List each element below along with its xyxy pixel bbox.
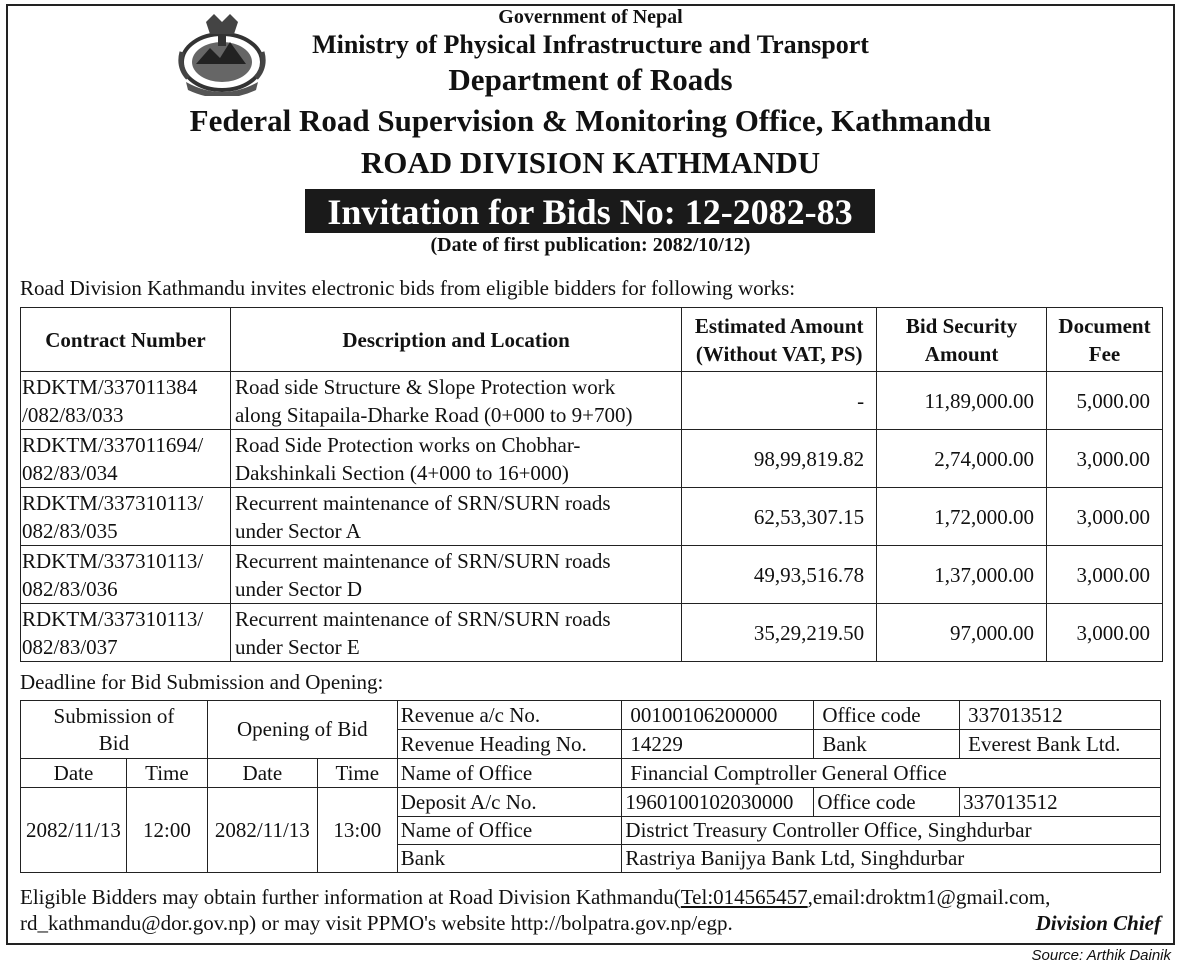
bid-security-cell: 1,37,000.00: [877, 546, 1047, 604]
name-of-office-label: Name of Office: [397, 759, 622, 788]
document-fee-cell: 3,000.00: [1047, 604, 1163, 662]
office-name-value: District Treasury Controller Office, Singhdurbar: [622, 817, 1161, 845]
col-document-fee: Document Fee: [1047, 308, 1163, 372]
deposit-ac-value: 1960100102030000: [622, 788, 814, 817]
page-title: Invitation for Bids No: 12-2082-83: [305, 189, 875, 233]
sub-time-label: Time: [126, 759, 207, 788]
description-cell: Recurrent maintenance of SRN/SURN roads under Sector A: [230, 488, 681, 546]
document-fee-cell: 3,000.00: [1047, 546, 1163, 604]
source-credit: Source: Arthik Dainik: [1031, 947, 1171, 964]
office-name-value: Financial Comptroller General Office: [622, 759, 1161, 788]
office-code-label: Office code: [814, 788, 960, 817]
estimated-amount-cell: 49,93,516.78: [682, 546, 877, 604]
schedule-row: [21, 759, 1161, 788]
open-time-value: 13:00: [317, 788, 397, 873]
col-contract-number: Contract Number: [21, 308, 231, 372]
contract-number-cell: RDKTM/337011384 /082/83/033: [21, 372, 231, 430]
bid-security-cell: 11,89,000.00: [877, 372, 1047, 430]
bank-value: Everest Bank Ltd.: [960, 730, 1161, 759]
col-description: Description and Location: [230, 308, 681, 372]
contract-number-cell: RDKTM/337310113/ 082/83/036: [21, 546, 231, 604]
open-time-label: Time: [317, 759, 397, 788]
revenue-heading-value: 14229: [622, 730, 814, 759]
deposit-ac-label: Deposit A/c No.: [397, 788, 622, 817]
bank-label: Bank: [397, 845, 622, 873]
revenue-ac-label: Revenue a/c No.: [397, 701, 622, 730]
footer-email: ,email:droktm1@gmail.com,: [807, 885, 1051, 909]
signatory: Division Chief: [1035, 911, 1161, 935]
estimated-amount-cell: -: [682, 372, 877, 430]
estimated-amount-cell: 98,99,819.82: [682, 430, 877, 488]
document-fee-cell: 3,000.00: [1047, 430, 1163, 488]
description-cell: Recurrent maintenance of SRN/SURN roads under Sector D: [230, 546, 681, 604]
open-date-label: Date: [207, 759, 317, 788]
office-heading: Federal Road Supervision & Monitoring Office, Kathmandu: [189, 103, 992, 138]
table-row: [21, 488, 1163, 546]
publication-date: (Date of first publication: 2082/10/12): [430, 234, 751, 256]
ministry-heading: Ministry of Physical Infrastructure and Transport: [312, 30, 869, 59]
description-cell: Recurrent maintenance of SRN/SURN roads under Sector E: [230, 604, 681, 662]
schedule-table: [20, 700, 1161, 873]
sub-time-value: 12:00: [126, 788, 207, 873]
opening-heading: Opening of Bid: [207, 701, 397, 759]
contract-number-cell: RDKTM/337011694/ 082/83/034: [21, 430, 231, 488]
sub-date-label: Date: [21, 759, 127, 788]
deadline-label: Deadline for Bid Submission and Opening:: [20, 670, 384, 694]
office-code-value: 337013512: [960, 701, 1161, 730]
table-row: [21, 604, 1163, 662]
government-heading: Government of Nepal: [498, 6, 683, 28]
bid-security-cell: 2,74,000.00: [877, 430, 1047, 488]
office-code-label: Office code: [814, 701, 960, 730]
sub-date-value: 2082/11/13: [21, 788, 127, 873]
office-code-value: 337013512: [960, 788, 1161, 817]
bid-security-cell: 97,000.00: [877, 604, 1047, 662]
schedule-row: [21, 788, 1161, 817]
col-estimated-amount: Estimated Amount (Without VAT, PS): [682, 308, 877, 372]
footer-line-2: rd_kathmandu@dor.gov.np) or may visit PPMO's website http://bolpatra.gov.np/egp.: [20, 911, 733, 935]
document-fee-cell: 5,000.00: [1047, 372, 1163, 430]
open-date-value: 2082/11/13: [207, 788, 317, 873]
description-cell: Road side Structure & Slope Protection work along Sitapaila-Dharke Road (0+000 to 9+700): [230, 372, 681, 430]
footer-text: Eligible Bidders may obtain further information at Road Division Kathmandu(: [20, 885, 681, 909]
col-bid-security: Bid Security Amount: [877, 308, 1047, 372]
bank-label: Bank: [814, 730, 960, 759]
submission-heading: Submission of Bid: [21, 701, 208, 759]
table-row: [21, 372, 1163, 430]
description-cell: Road Side Protection works on Chobhar- Dakshinkali Section (4+000 to 16+000): [230, 430, 681, 488]
contract-number-cell: RDKTM/337310113/ 082/83/035: [21, 488, 231, 546]
works-table: [20, 307, 1163, 662]
department-heading: Department of Roads: [448, 62, 733, 97]
revenue-heading-label: Revenue Heading No.: [397, 730, 622, 759]
footer-line-1: [20, 885, 1050, 910]
telephone-link[interactable]: Tel:014565457: [680, 885, 808, 909]
estimated-amount-cell: 35,29,219.50: [682, 604, 877, 662]
bid-security-cell: 1,72,000.00: [877, 488, 1047, 546]
table-row: [21, 546, 1163, 604]
table-row: [21, 430, 1163, 488]
name-of-office-label: Name of Office: [397, 817, 622, 845]
contract-number-cell: RDKTM/337310113/ 082/83/037: [21, 604, 231, 662]
bank-value: Rastriya Banijya Bank Ltd, Singhdurbar: [622, 845, 1161, 873]
document-fee-cell: 3,000.00: [1047, 488, 1163, 546]
intro-text: Road Division Kathmandu invites electronic bids from eligible bidders for following works:: [20, 276, 796, 300]
works-header-row: [21, 308, 1163, 372]
estimated-amount-cell: 62,53,307.15: [682, 488, 877, 546]
schedule-row: [21, 701, 1161, 730]
revenue-ac-value: 00100106200000: [622, 701, 814, 730]
division-heading: ROAD DIVISION KATHMANDU: [360, 145, 821, 180]
